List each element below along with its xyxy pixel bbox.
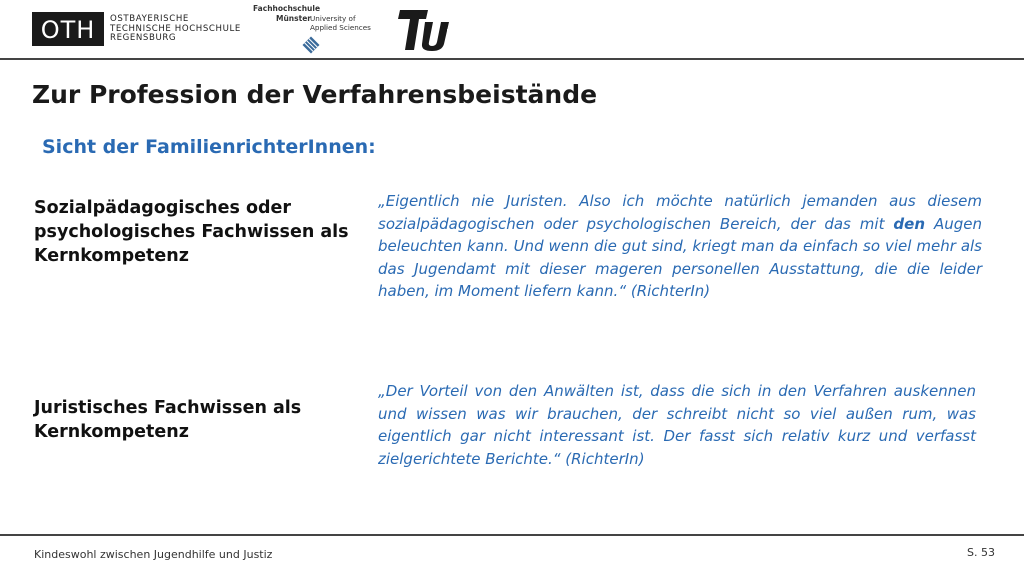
quote-1-part-2: Augen beleuchten kann. Und wenn die gut sind, kriegt man da einfach so viel mehr als das Jugendamt mit dieser mageren personellen Ausstattung, die die leider haben, im Moment liefern kann.“ (RichterIn) xyxy=(378,214,982,300)
fh-name-line-2: Münster xyxy=(276,14,311,23)
fh-subtitle-line-2: Applied Sciences xyxy=(310,23,371,32)
oth-line-3: REGENSBURG xyxy=(110,33,177,44)
fh-logo-icon xyxy=(302,36,320,54)
competence-label-1: Sozialpädagogisches oder psychologisches Fachwissen als Kernkompetenz xyxy=(34,198,349,266)
oth-logo-text: OTH xyxy=(40,16,96,44)
quote-1-emphasis: den xyxy=(893,214,926,233)
footer-course-title: Kindeswohl zwischen Jugendhilfe und Justiz xyxy=(34,548,273,561)
oth-line-2: TECHNISCHE HOCHSCHULE xyxy=(110,23,241,34)
header-divider xyxy=(0,58,1024,60)
slide-title: Zur Profession der Verfahrensbeistände xyxy=(32,80,598,109)
fh-name-line-1: Fachhochschule xyxy=(253,4,321,13)
tu-logo-text: berlin xyxy=(446,22,455,50)
judge-quote-1 xyxy=(378,190,982,303)
oth-line-1: OSTBAYERISCHE xyxy=(110,14,189,24)
quote-1-part-1: „Eigentlich nie Juristen. Also ich möchte natürlich jemanden aus diesem sozialpädagogischen oder psychologischen Bereich, der das mit xyxy=(378,192,982,233)
slide-subtitle: Sicht der FamilienrichterInnen: xyxy=(42,136,376,158)
tu-berlin-logo xyxy=(398,8,456,52)
page-number: S. 53 xyxy=(967,546,995,559)
fh-subtitle xyxy=(310,14,371,32)
fh-subtitle-line-1: University of xyxy=(310,14,356,23)
judge-quote-2: „Der Vorteil von den Anwälten ist, dass die sich in den Verfahren auskennen und wissen was wir brauchen, der schreibt nicht so viel außen rum, was eigentlich gar nicht interessant ist. Der fasst sich relativ kurz und verfasst zielgerichtete Berichte.“ (RichterIn) xyxy=(378,382,976,468)
footer-divider xyxy=(0,534,1024,536)
oth-logo xyxy=(32,12,104,46)
competence-label-2: Juristisches Fachwissen als Kernkompetenz xyxy=(34,398,302,442)
oth-institution-name xyxy=(110,15,241,44)
